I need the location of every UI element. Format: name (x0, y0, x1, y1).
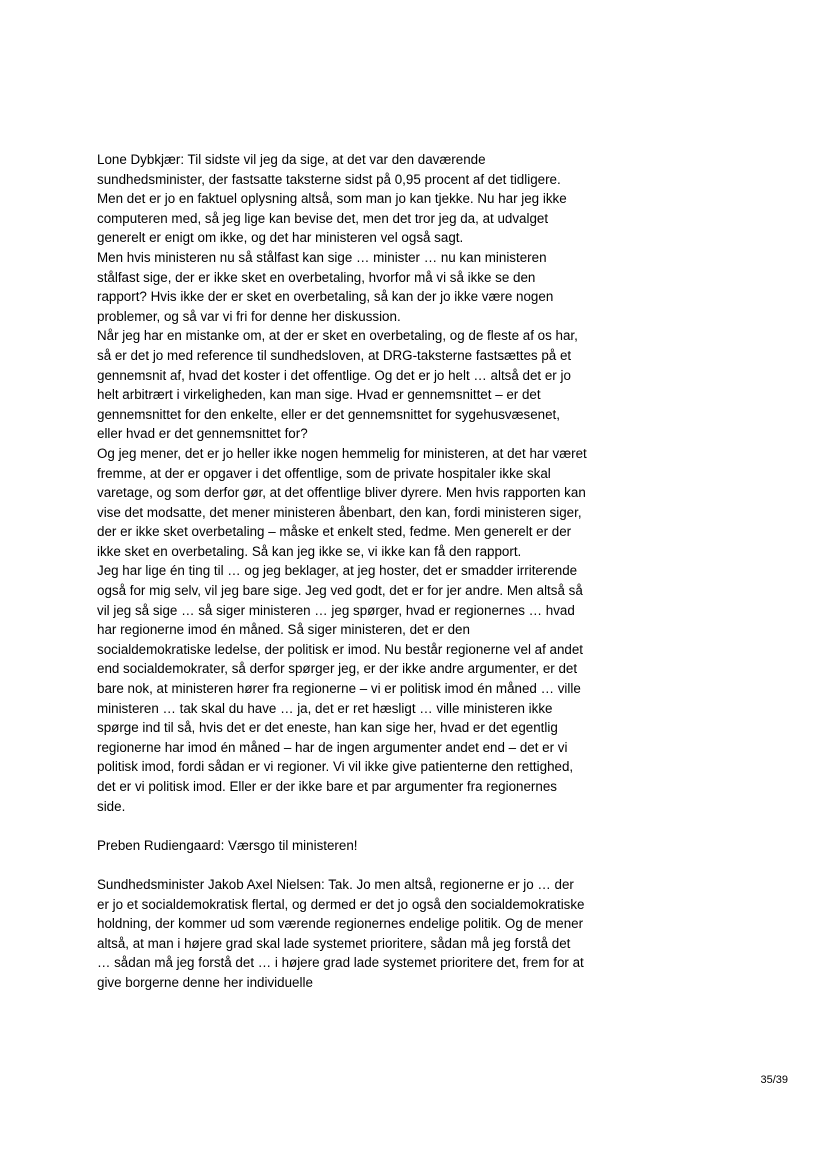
paragraph-lone-dybkjaer-1: Lone Dybkjær: Til sidste vil jeg da sige, at det var den daværende sundhedsminister, der fastsatte taksterne sidst på 0,95 procent af det tidligere. Men det er jo en faktuel oplysning altså, som man jo kan tjekke. Nu har jeg ikke computeren med, så jeg lige kan bevise det, men det tror jeg da, at udvalget generelt er enigt om ikke, og det har ministeren vel også sagt. (97, 152, 567, 246)
page-number: 35/39 (760, 1074, 788, 1086)
paragraph-lone-dybkjaer-4: Og jeg mener, det er jo heller ikke nogen hemmelig for ministeren, at det har været fremme, at der er opgaver i det offentlige, som de private hospitaler ikke skal varetage, og som derfor gør, at det offentlige bliver dyrere. Men hvis rapporten kan vise det modsatte, det mener ministeren åbenbart, den kan, fordi ministeren siger, der er ikke sket overbetaling – måske et enkelt sted, fedme. Men generelt er der ikke sket en overbetaling. Så kan jeg ikke se, vi ikke kan få den rapport. (97, 445, 587, 559)
paragraph-sundhedsminister: Sundhedsminister Jakob Axel Nielsen: Tak. Jo men altså, regionerne er jo … der er jo et socialdemokratisk flertal, og dermed er det jo også den socialdemokratiske holdning, der kommer ud som værende regionernes endelige politik. Og de mener altså, at man i højere grad skal lade systemet prioritere, sådan må jeg forstå det … sådan må jeg forstå det … i højere grad lade systemet prioritere det, frem for at give borgerne denne her individuelle (97, 876, 585, 990)
paragraph-spacer (97, 855, 587, 875)
document-body (97, 150, 587, 993)
paragraph-lone-dybkjaer-2: Men hvis ministeren nu så stålfast kan sige … minister … nu kan ministeren stålfast sige, der er ikke sket en overbetaling, hvorfor må vi så ikke se den rapport? Hvis ikke der er sket en overbetaling, så kan der jo ikke være nogen problemer, og så var vi fri for denne her diskussion. (97, 249, 554, 324)
paragraph-lone-dybkjaer-3: Når jeg har en mistanke om, at der er sket en overbetaling, og de fleste af os har, så er det jo med reference til sundhedsloven, at DRG-taksterne fastsættes på et gennemsnit af, hvad det koster i det offentlige. Og det er jo helt … altså det er jo helt arbitrært i virkeligheden, kan man sige. Hvad er gennemsnittet – er det gennemsnittet for den enkelte, eller er det gennemsnittet for sygehusvæsenet, eller hvad er det gennemsnittet for? (97, 328, 578, 442)
paragraph-preben-rudiengaard: Preben Rudiengaard: Værsgo til ministeren! (97, 837, 358, 853)
paragraph-spacer (97, 816, 587, 836)
paragraph-lone-dybkjaer-5: Jeg har lige én ting til … og jeg beklager, at jeg hoster, det er smadder irriterende også for mig selv, vil jeg bare sige. Jeg ved godt, det er for jer andre. Men altså så vil jeg så sige … så siger ministeren … jeg spørger, hvad er regionernes … hvad har regionerne imod én måned. Så siger ministeren, det er den socialdemokratiske ledelse, der politisk er imod. Nu består regionerne vel af andet end socialdemokrater, så derfor spørger jeg, er der ikke andre argumenter, er det bare nok, at ministeren hører fra regionerne – vi er politisk imod én måned … ville ministeren … tak skal du have … ja, det er ret hæsligt … ville ministeren ikke spørge ind til så, hvis det er det eneste, han kan sige her, hvad er det egentlig regionerne har imod én måned – har de ingen argumenter andet end – det er vi politisk imod, fordi sådan er vi regioner. Vi vil ikke give patienterne den rettighed, det er vi politisk imod. Eller er der ikke bare et par argumenter fra regionernes side. (97, 563, 584, 814)
